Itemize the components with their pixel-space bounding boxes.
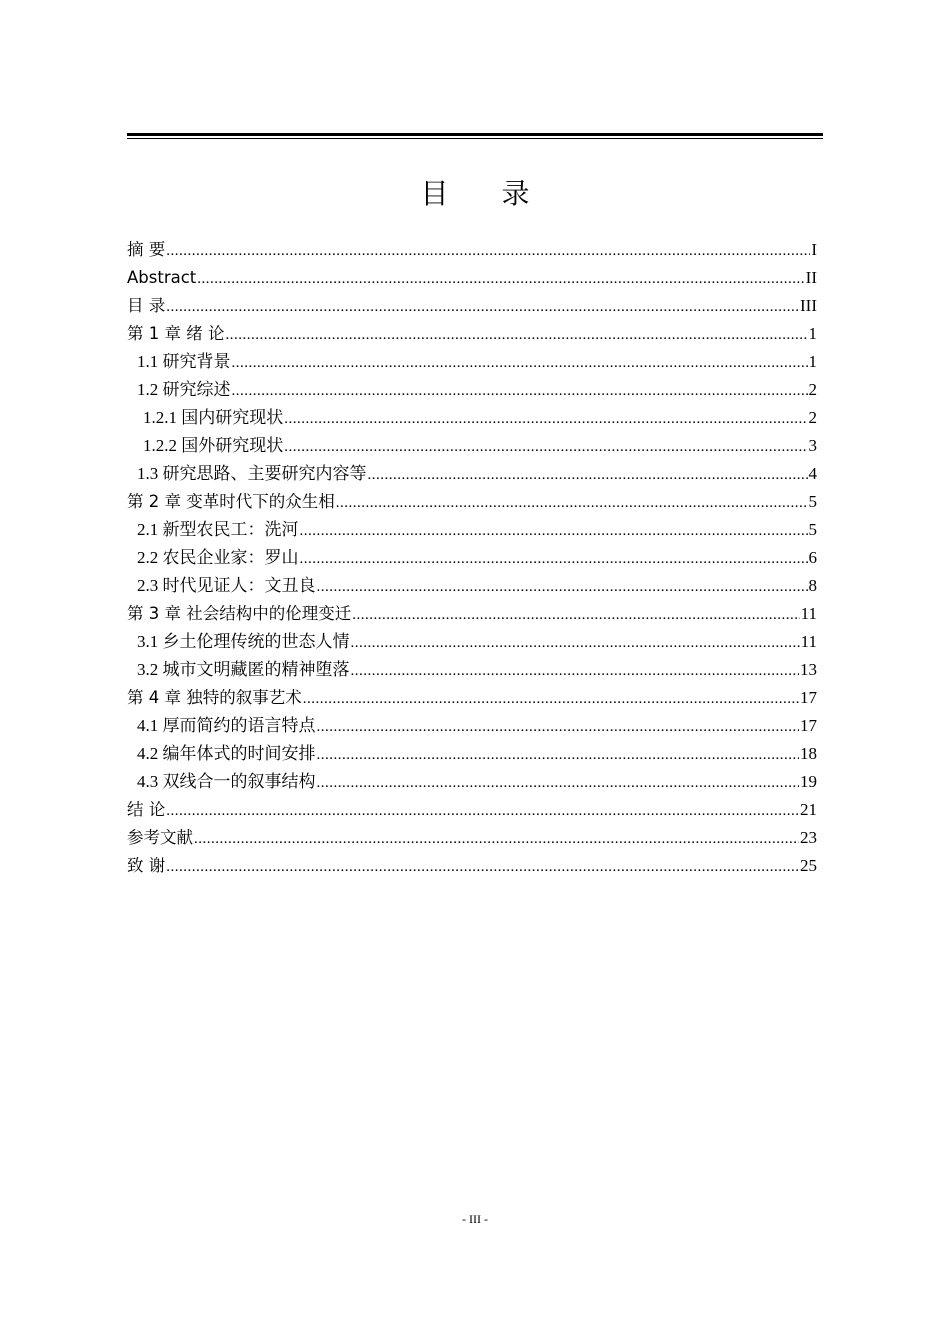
toc-entry-text: 2.3 时代见证人：文丑良 — [137, 576, 316, 595]
toc-dot-leader — [166, 237, 810, 265]
toc-entry-text: 摘 要 — [127, 240, 166, 259]
toc-page-number: II — [805, 268, 817, 287]
header-rule-thin — [127, 138, 823, 139]
toc-entry-text: 2.1 新型农民工：洗河 — [137, 520, 299, 539]
toc-entry[interactable] — [127, 656, 817, 684]
toc-entry[interactable] — [127, 348, 817, 376]
toc-dot-leader — [351, 657, 800, 685]
toc-dot-leader — [303, 685, 799, 713]
toc-dot-leader — [368, 461, 808, 489]
toc-dot-leader — [197, 265, 804, 293]
toc-entry[interactable] — [127, 488, 817, 516]
toc-entry[interactable] — [127, 236, 817, 264]
toc-entry-text: 目 录 — [127, 296, 166, 315]
toc-page-number: 2 — [808, 380, 817, 399]
toc-page-number: III — [800, 296, 817, 315]
toc-entry[interactable] — [127, 740, 817, 768]
page-number-footer: - III - — [462, 1212, 488, 1226]
toc-entry[interactable] — [127, 796, 817, 824]
toc-dot-leader — [317, 741, 800, 769]
toc-entry[interactable] — [127, 516, 817, 544]
toc-page-number: 18 — [800, 744, 817, 763]
table-of-contents — [127, 236, 817, 880]
toc-entry[interactable] — [127, 376, 817, 404]
toc-entry-text: 1.2.1 国内研究现状 — [143, 408, 284, 427]
toc-entry-text: 4.2 编年体式的时间安排 — [137, 744, 316, 763]
toc-dot-leader — [352, 601, 799, 629]
toc-page-number: 23 — [800, 828, 817, 847]
toc-entry[interactable] — [127, 600, 817, 628]
toc-entry[interactable] — [127, 404, 817, 432]
toc-dot-leader — [232, 377, 808, 405]
toc-entry[interactable] — [127, 460, 817, 488]
toc-entry[interactable] — [127, 768, 817, 796]
toc-entry-text: 第 3 章 社会结构中的伦理变迁 — [127, 604, 352, 623]
toc-dot-leader — [284, 405, 807, 433]
toc-dot-leader — [336, 489, 808, 517]
toc-dot-leader — [225, 321, 807, 349]
toc-page-number: 1 — [808, 324, 817, 343]
toc-page-number: 5 — [808, 520, 817, 539]
toc-page-number: 2 — [808, 408, 817, 427]
toc-entry[interactable] — [127, 292, 817, 320]
toc-page-number: I — [811, 240, 817, 259]
toc-page-number: 13 — [800, 660, 817, 679]
toc-dot-leader — [166, 853, 799, 881]
toc-dot-leader — [317, 573, 808, 601]
toc-entry-text: 2.2 农民企业家：罗山 — [137, 548, 299, 567]
toc-entry-text: 1.1 研究背景 — [137, 352, 231, 371]
toc-page-number: 4 — [808, 464, 817, 483]
toc-entry[interactable] — [127, 544, 817, 572]
toc-entry-text: 结 论 — [127, 800, 166, 819]
toc-entry[interactable] — [127, 320, 817, 348]
toc-entry[interactable] — [127, 824, 817, 852]
toc-page-number: 11 — [800, 604, 817, 623]
toc-entry-text: 4.1 厚而简约的语言特点 — [137, 716, 316, 735]
toc-entry-text: 3.2 城市文明藏匿的精神堕落 — [137, 660, 350, 679]
toc-page-number: 3 — [808, 436, 817, 455]
toc-dot-leader — [284, 433, 807, 461]
header-rule-thick — [127, 133, 823, 136]
toc-entry-text: 4.3 双线合一的叙事结构 — [137, 772, 316, 791]
toc-page-number: 19 — [800, 772, 817, 791]
toc-entry-text: 3.1 乡土伦理传统的世态人情 — [137, 632, 350, 651]
toc-entry-text: 第 4 章 独特的叙事艺术 — [127, 688, 302, 707]
toc-page-number: 17 — [800, 716, 817, 735]
toc-page-number: 21 — [800, 800, 817, 819]
toc-page-number: 6 — [808, 548, 817, 567]
toc-entry-text: 参考文献 — [127, 828, 193, 847]
toc-dot-leader — [166, 797, 799, 825]
toc-title: 目 录 — [420, 177, 552, 210]
toc-entry-text: 1.3 研究思路、主要研究内容等 — [137, 464, 367, 483]
toc-dot-leader — [166, 293, 799, 321]
toc-entry-text: 1.2.2 国外研究现状 — [143, 436, 284, 455]
toc-page-number: 25 — [800, 856, 817, 875]
toc-entry[interactable] — [127, 264, 817, 292]
toc-entry[interactable] — [127, 432, 817, 460]
toc-entry[interactable] — [127, 712, 817, 740]
toc-page-number: 11 — [800, 632, 817, 651]
toc-dot-leader — [317, 713, 800, 741]
toc-entry-text: 致 谢 — [127, 856, 166, 875]
toc-dot-leader — [351, 629, 800, 657]
toc-dot-leader — [232, 349, 808, 377]
toc-entry-text: 第 1 章 绪 论 — [127, 324, 225, 343]
toc-entry-text: Abstract — [127, 268, 197, 287]
toc-dot-leader — [300, 517, 808, 545]
toc-page-number: 17 — [800, 688, 817, 707]
toc-entry[interactable] — [127, 572, 817, 600]
toc-entry-text: 第 2 章 变革时代下的众生相 — [127, 492, 335, 511]
toc-entry[interactable] — [127, 684, 817, 712]
toc-entry[interactable] — [127, 628, 817, 656]
toc-entry[interactable] — [127, 852, 817, 880]
toc-dot-leader — [194, 825, 799, 853]
toc-dot-leader — [317, 769, 800, 797]
toc-page-number: 5 — [808, 492, 817, 511]
toc-page-number: 8 — [808, 576, 817, 595]
toc-dot-leader — [300, 545, 808, 573]
header-rule — [127, 133, 823, 139]
toc-page-number: 1 — [808, 352, 817, 371]
toc-entry-text: 1.2 研究综述 — [137, 380, 231, 399]
